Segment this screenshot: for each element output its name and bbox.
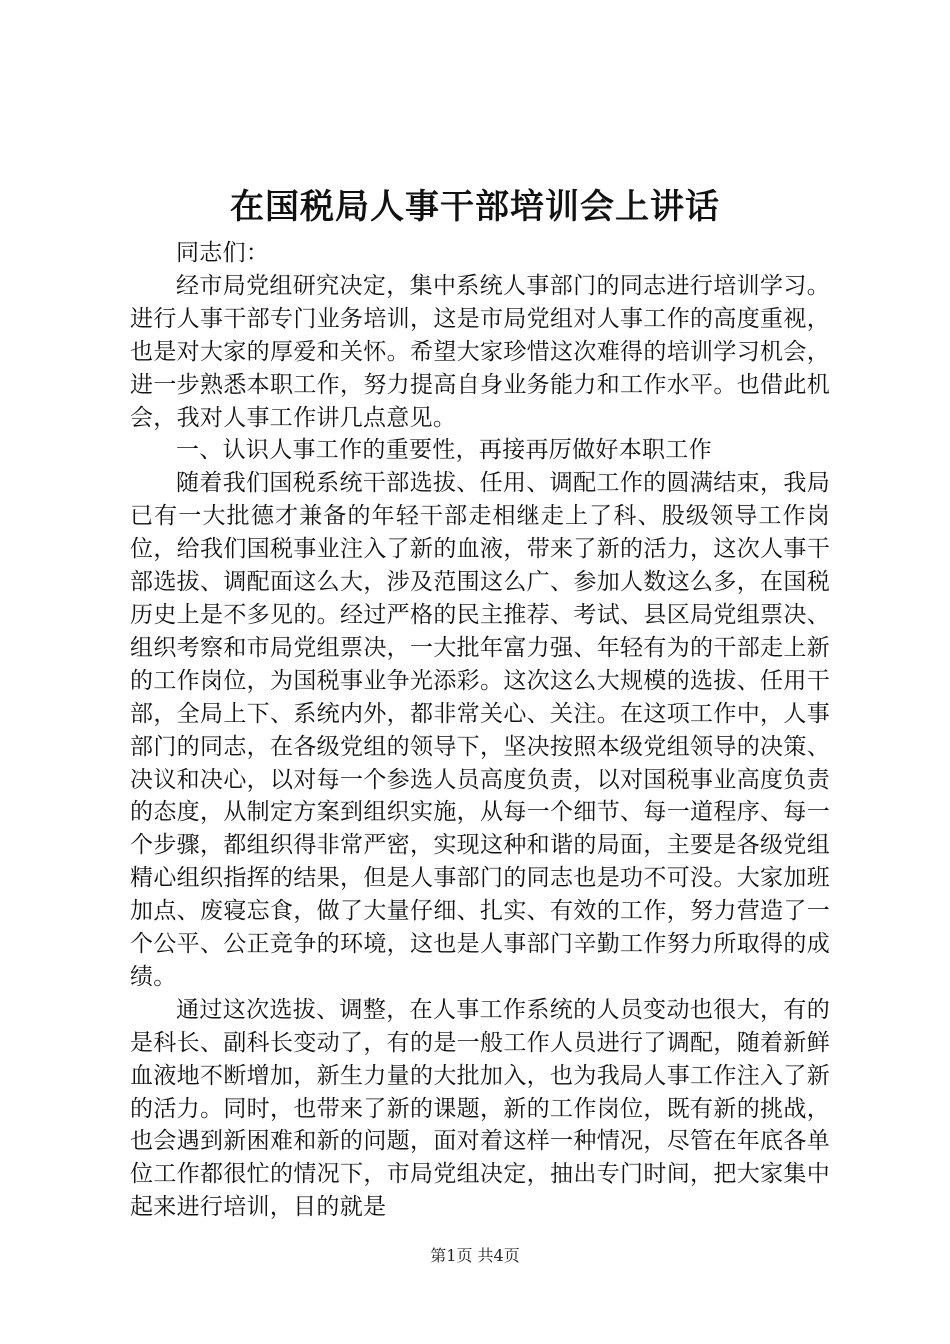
section-heading-1: 一、认识人事工作的重要性，再接再厉做好本职工作 bbox=[176, 437, 712, 464]
intro-paragraph: 经市局党组研究决定，集中系统人事部门的同志进行培训学习。进行人事干部专门业务培训，这是市局党组对人事工作的高度重视，也是对大家的厚爱和关怀。希望大家珍惜这次难得的培训学习机会，进一步熟悉本职工作，努力提高自身业务能力和工作水平。也借此机会，我对人事工作讲几点意见。 bbox=[130, 272, 830, 431]
page-footer: 第1页 共4页 bbox=[430, 1246, 520, 1265]
body-paragraph-1: 随着我们国税系统干部选拔、任用、调配工作的圆满结束，我局已有一大批德才兼备的年轻干部走相继走上了科、股级领导工作岗位，给我们国税事业注入了新的血液，带来了新的活力，这次人事干部选拔、调配面这么大，涉及范围这么广、参加人数这么多，在国税历史上是不多见的。经过严格的民主推荐、考试、县区局党组票决、组织考察和市局党组票决，一大批年富力强、年轻有为的干部走上新的工作岗位，为国税事业争光添彩。这次这么大规模的选拔、任用干部，全局上下、系统内外，都非常关心、关注。在这项工作中，人事部门的同志，在各级党组的领导下，坚决按照本级党组领导的决策、决议和决心，以对每一个参选人员高度负责，以对国税事业高度负责的态度，从制定方案到组织实施，从每一个细节、每一道程序、每一个步骤，都组织得非常严密，实现这种和谐的局面，主要是各级党组精心组织指挥的结果，但是人事部门的同志也是功不可没。大家加班加点、废寝忘食，做了大量仔细、扎实、有效的工作，努力营造了一个公平、公正竞争的环境，这也是人事部门辛勤工作努力所取得的成绩。 bbox=[130, 470, 830, 990]
document-title: 在国税局人事干部培训会上讲话 bbox=[230, 187, 720, 227]
salutation-paragraph: 同志们： bbox=[176, 240, 270, 266]
body-paragraph-2: 通过这次选拔、调整，在人事工作系统的人员变动也很大，有的是科长、副科长变动了，有的是一般工作人员进行了调配，随着新鲜血液地不断增加，新生力量的大批加入，也为我局人事工作注入了新的活力。同时，也带来了新的课题，新的工作岗位，既有新的挑战，也会遇到新困难和新的问题，面对着这样一种情况，尽管在年底各单位工作都很忙的情况下，市局党组决定，抽出专门时间，把大家集中起来进行培训，目的就是 bbox=[130, 996, 830, 1221]
document-body bbox=[130, 237, 830, 1224]
